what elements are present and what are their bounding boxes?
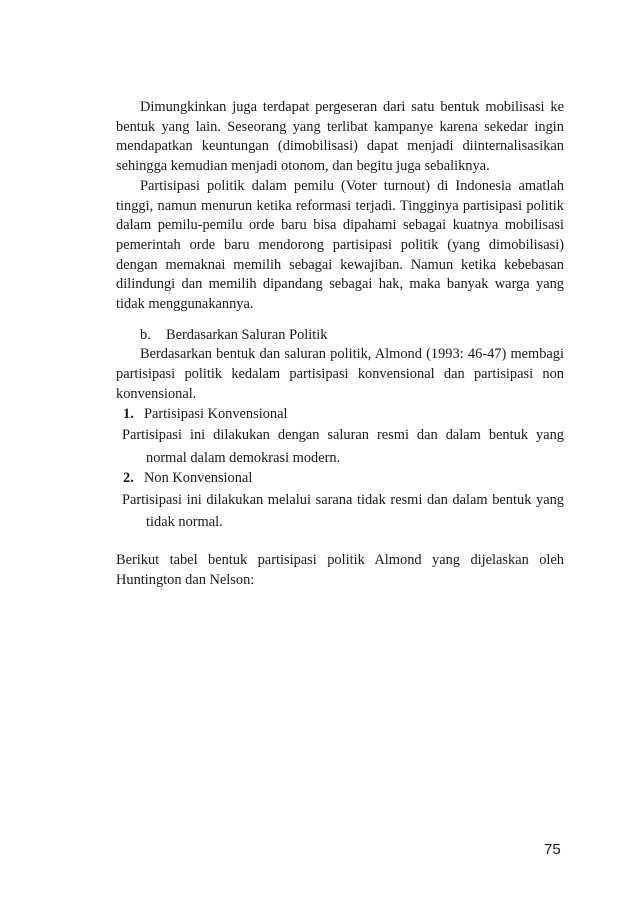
list-item-description: Partisipasi ini dilakukan dengan saluran resmi dan dalam bentuk yang normal dalam demokrasi modern.: [122, 427, 564, 466]
list-item-title: Partisipasi Konvensional: [144, 405, 288, 422]
paragraph-voter-turnout: Partisipasi politik dalam pemilu (Voter turnout) di Indonesia amatlah tinggi, namun menurun ketika reformasi terjadi. Tingginya partisipasi politik dalam pemilu-pemilu orde baru bisa dipahami sebagai kuatnya mobilisasi pemerintah orde baru mendorong partisipasi politik (yang dimobilisasi) dengan memaknai memilih sebagai kewajiban. Namun ketika kebebasan dilindungi dan memilih dipandang sebagai hak, maka banyak warga yang tidak menggunakannya.: [116, 177, 564, 313]
list-item-number: 1.: [123, 405, 134, 422]
list-item-number: 2.: [123, 470, 134, 487]
list-item: [116, 469, 564, 489]
paragraph-table-intro: Berikut tabel bentuk partisipasi politik Almond yang dijelaskan oleh Huntington dan Nelson:: [116, 551, 564, 588]
list-item-description: Partisipasi ini dilakukan melalui sarana tidak resmi dan dalam bentuk yang tidak normal.: [122, 491, 564, 531]
subheading-marker: b.: [140, 326, 151, 343]
subheading-title: Berdasarkan Saluran Politik: [166, 326, 328, 343]
page-body: [116, 98, 564, 590]
paragraph-mobilization-shift: Dimungkinkan juga terdapat pergeseran dari satu bentuk mobilisasi ke bentuk yang lain. Seseorang yang terlibat kampanye karena sekedar ingin mendapatkan keuntungan (dimobilisasi) dapat menjadi diinternalisasikan sehingga kemudian menjadi otonom, dan begitu juga sebaliknya.: [116, 99, 564, 175]
page-number: 75: [544, 841, 561, 858]
list-item-title: Non Konvensional: [144, 470, 253, 487]
list-item: [116, 405, 564, 425]
paragraph-almond-classification: Berdasarkan bentuk dan saluran politik, Almond (1993: 46-47) membagi partisipasi politik kedalam partisipasi konvensional dan partisipasi non konvensional.: [116, 346, 564, 402]
subheading: [116, 326, 564, 346]
